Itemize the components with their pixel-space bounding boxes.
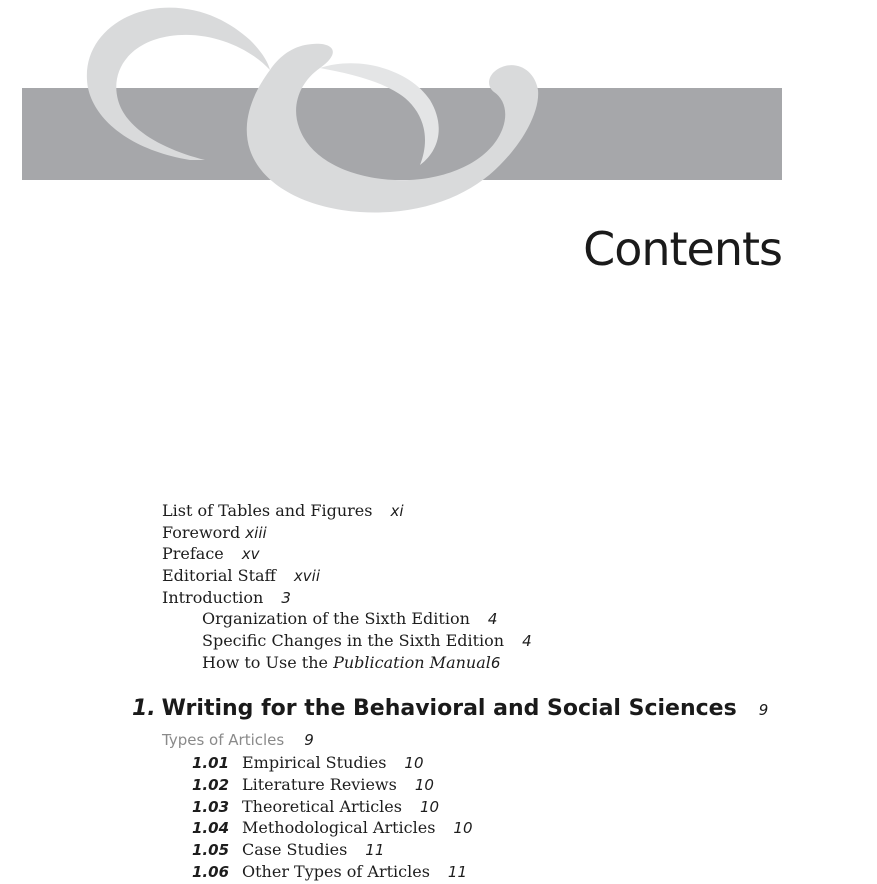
subsection-page-number: 11 (447, 862, 468, 881)
toc-page-number: 4 (487, 610, 498, 629)
subsection-page-number: 10 (453, 819, 473, 838)
chapter-number: 1. (132, 696, 156, 721)
subsection-number: 1.05 (192, 841, 230, 860)
subsection-title: Empirical Studies (242, 753, 387, 772)
section-page-number: 9 (304, 731, 314, 749)
toc-entry-introduction[interactable] (162, 587, 532, 609)
chapter-heading[interactable] (132, 696, 768, 721)
toc-entry-preface[interactable] (162, 543, 532, 565)
chapter-page-number: 9 (758, 701, 769, 719)
toc-entry-editorial-staff[interactable] (162, 565, 532, 587)
toc-entry-label-italic: Publication Manual (333, 652, 491, 672)
ampersand-swash-ornament-icon (0, 0, 560, 220)
subsection-title: Other Types of Articles (242, 861, 430, 881)
toc-entry-label: Preface (162, 544, 224, 564)
toc-page-number: 3 (281, 588, 291, 607)
subsection-page-number: 10 (414, 775, 434, 794)
toc-page-number: xvii (293, 567, 320, 586)
toc-entry-label: List of Tables and Figures (162, 501, 373, 520)
page-title: Contents (583, 222, 782, 276)
subsection-title: Theoretical Articles (242, 796, 402, 816)
chapter-title: Writing for the Behavioral and Social Sciences (161, 696, 737, 721)
subsection-number: 1.02 (192, 775, 230, 794)
toc-page-number: 6 (490, 653, 501, 672)
toc-entry-label: Organization of the Sixth Edition (202, 609, 470, 629)
toc-page-number: xv (241, 545, 260, 564)
section-title: Types of Articles (162, 731, 285, 749)
subsection-item[interactable] (192, 774, 473, 796)
subsection-page-number: 10 (419, 797, 440, 816)
subsection-number: 1.04 (192, 819, 230, 838)
toc-entry-label: Foreword (162, 522, 241, 542)
subsection-title: Literature Reviews (242, 774, 397, 794)
subsection-page-number: 11 (365, 841, 385, 860)
toc-page-number: 4 (522, 632, 532, 651)
front-matter-list (162, 500, 532, 674)
subsection-list (192, 752, 473, 883)
section-heading[interactable] (162, 731, 314, 749)
subsection-title: Methodological Articles (242, 818, 436, 838)
toc-entry-label: How to Use the (202, 652, 334, 672)
subsection-item[interactable] (192, 861, 473, 883)
toc-entry-list-of-tables[interactable] (162, 500, 532, 522)
toc-entry-how-to-use[interactable] (162, 652, 532, 674)
subsection-item[interactable] (192, 817, 473, 839)
subsection-item[interactable] (192, 796, 473, 818)
toc-entry-specific-changes[interactable] (162, 630, 532, 652)
toc-entry-label: Editorial Staff (162, 566, 276, 586)
toc-entry-label: Specific Changes in the Sixth Edition (202, 631, 505, 651)
subsection-title: Case Studies (242, 840, 348, 860)
toc-entry-organization[interactable] (162, 608, 532, 630)
subsection-page-number: 10 (404, 754, 424, 772)
toc-page-number: xi (390, 502, 404, 520)
subsection-item[interactable] (192, 839, 473, 861)
toc-entry-label: Introduction (162, 587, 264, 607)
toc-entry-foreword[interactable] (162, 522, 532, 544)
subsection-number: 1.03 (192, 797, 230, 816)
subsection-item[interactable] (192, 752, 473, 774)
subsection-number: 1.06 (192, 862, 230, 881)
toc-page-number: xiii (245, 523, 267, 542)
subsection-number: 1.01 (192, 754, 230, 772)
